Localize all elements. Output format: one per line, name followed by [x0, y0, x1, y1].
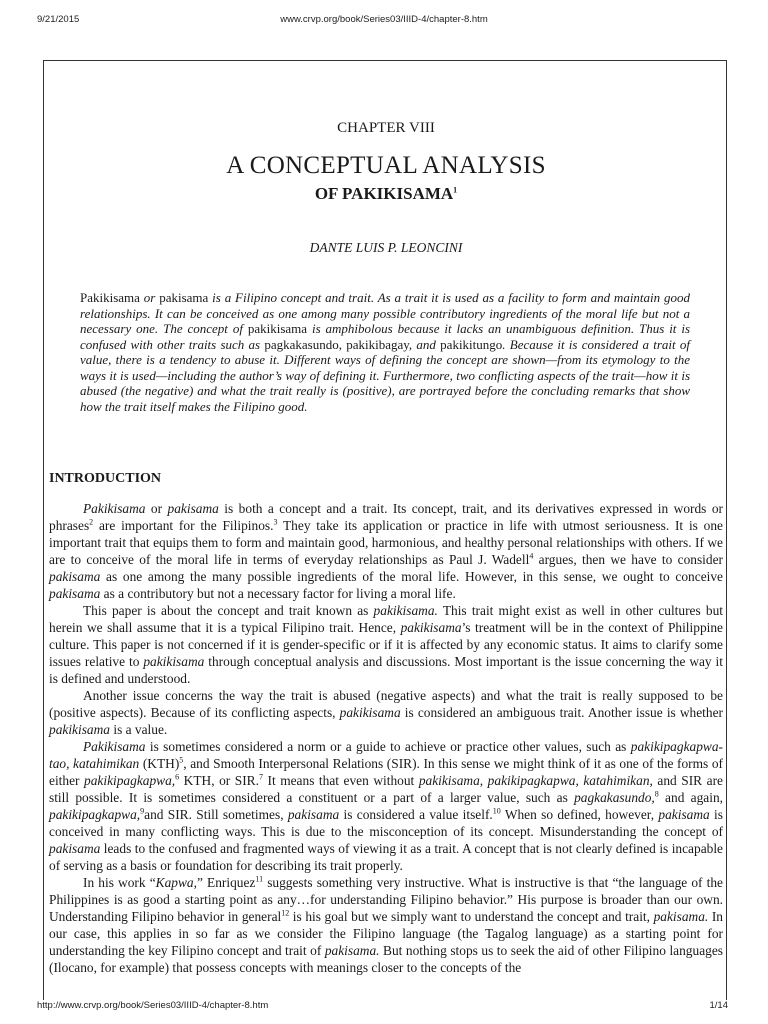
footnote-ref[interactable]: 3 — [273, 517, 278, 527]
footnote-ref[interactable]: 4 — [529, 551, 534, 561]
footnote-ref-1[interactable]: 1 — [453, 185, 458, 195]
print-date: 9/21/2015 — [37, 14, 80, 25]
footnote-ref[interactable]: 5 — [179, 755, 184, 765]
footnote-ref[interactable]: 10 — [492, 806, 501, 816]
print-url: www.crvp.org/book/Series03/IIID-4/chapter-8.htm — [280, 14, 488, 25]
print-header — [0, 14, 768, 28]
title-line-1: A CONCEPTUAL ANALYSIS — [226, 152, 546, 179]
footnote-ref[interactable]: 2 — [89, 517, 94, 527]
introduction-text — [49, 500, 723, 976]
paragraph: In his work “Kapwa,” Enriquez$^{11}$ suggests something very instructive. What is instructive is that “the language of the Philippines is as good a starting point as any…for understanding Filipino behavior.” His purpose is broader than our own. Understanding Filipino behavior in general$^{12}$ is his goal but we simply want to understand the concept and trait, pakisama. In our case, this applies in so far as we consider the Filipino language (the Tagalog language) as a starting point for understanding the key Filipino concept and trait of pakisama. But nothing stops us to seek the aid of other Filipino languages (Ilocano, for example) that possess concepts with meanings closer to the concepts of the — [49, 874, 723, 975]
footnote-ref[interactable]: 7 — [258, 772, 263, 782]
footnote-ref[interactable]: 9 — [140, 806, 145, 816]
paragraph: Pakikisama is sometimes considered a norm or a guide to achieve or practice other values, such as pakikipagkapwa-tao, katahimikan (KTH)$^5$, and Smooth Interpersonal Relations (SIR). In this sense we might think of it as one of the forms of either pakikipagkapwa,$^6$ KTH, or SIR.$^7$ It means that even without pakikisama, pakikipagkapwa, katahimikan, and SIR are still possible. It is sometimes considered a constituent or a part of a larger value, such as pagkakasundo,$^8$ and again, pakikipagkapwa,$^9$and SIR. Still sometimes, pakisama is considered a value itself.$^{10}$ When so defined, however, pakisama is conceived in many conflicting ways. This is due to the misconception of its concept. Misunderstanding the concept of pakisama leads to the confused and fragmented ways of viewing it as a trait. A concept that is not clearly defined is incapable of serving as a basis or foundation for describing its trait properly. — [49, 739, 724, 873]
page-counter: 1/14 — [709, 1000, 728, 1011]
paragraph: Another issue concerns the way the trait is abused (negative aspects) and what the trait is really supposed to be (positive aspects). Because of its conflicting aspects, pakikisama is considered an ambiguous trait. Another issue is whether pakikisama is a value. — [49, 688, 724, 737]
abstract: Pakikisama or pakisama is a Filipino concept and trait. As a trait it is used as a facility to form and maintain good relationships. It can be conceived as one among many possible contributory ingredients of the moral life but not a necessary one. The concept of pakikisama is amphibolous because it lacks an unambiguous definition. Thus it is confused with other traits such as pagkakasundo, pakikibagay, and pakikitungo. Because it is considered a trait of value, there is a tendency to abuse it. Different ways of defining the concept are shown—from its etymology to the ways it is used—including the author’s way of defining it. Furthermore, two conflicting aspects of the trait—how it is abused (the negative) and what the trait really is (positive), are portrayed before the concluding remarks that show how the trait itself makes the Filipino good. — [80, 290, 691, 414]
title-line-2: OF PAKIKISAMA$^1$ — [314, 184, 458, 203]
section-heading-introduction: INTRODUCTION — [49, 471, 162, 486]
author-name: DANTE LUIS P. LEONCINI — [309, 240, 463, 255]
footnote-ref[interactable]: 6 — [175, 772, 180, 782]
footnote-ref[interactable]: 12 — [281, 908, 290, 918]
paragraph: This paper is about the concept and trait known as pakikisama. This trait might exist as well in other cultures but herein we shall assume that it is a typical Filipino trait. Hence, pakikisama’s treatment will be in the context of Philippine culture. This paper is not concerned if it is gender-specific or if it is affected by any economic status. It aims to clarify some issues relative to pakikisama through conceptual analysis and discussions. Most important is the issue concerning the way it is defined and understood. — [49, 603, 724, 686]
print-footer — [0, 1000, 768, 1014]
chapter-label: CHAPTER VIII — [337, 120, 435, 136]
footer-url: http://www.crvp.org/book/Series03/IIID-4/chapter-8.htm — [37, 1000, 269, 1011]
paragraph: Pakikisama or pakisama is both a concept and a trait. Its concept, trait, and its derivatives expressed in words or phrases$^2$ are important for the Filipinos.$^3$ They take its application or practice in life with utmost seriousness. It is one important trait that equips them to form and maintain good, harmonious, and healthy personal relationships with others. If we are to conceive of the moral life in terms of everyday relationships as Paul J. Wadell$^4$ argues, then we have to consider pakisama as one among the many possible ingredients of the moral life. However, in this sense, we ought to conceive pakisama as a contributory but not a necessary factor for living a moral life. — [49, 501, 723, 601]
footnote-ref[interactable]: 8 — [654, 789, 659, 799]
footnote-ref[interactable]: 11 — [255, 874, 264, 884]
